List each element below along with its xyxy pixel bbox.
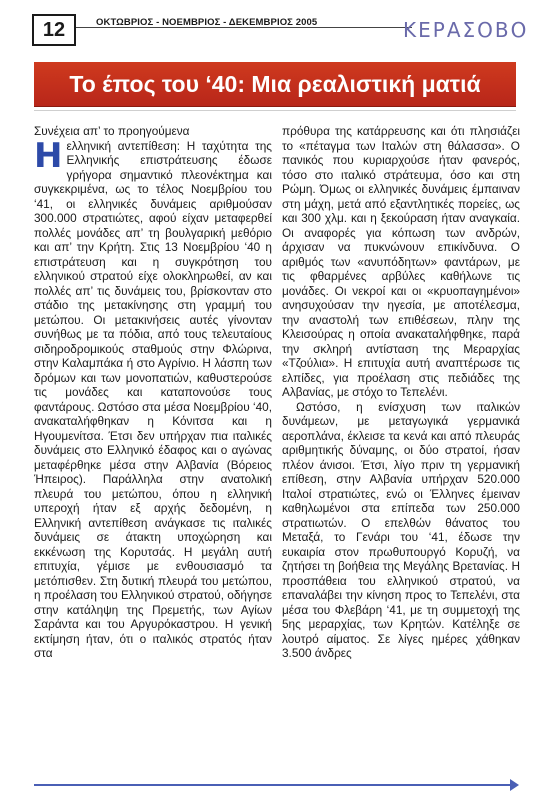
article-column-right bbox=[282, 124, 520, 661]
page-header bbox=[0, 0, 544, 48]
bottom-rule bbox=[34, 784, 512, 786]
article-paragraph: Ωστόσο, η ενίσχυση των ιταλικών δυνάμεων, με μεταγωγικά γερμανικά αεροπλάνα, έκλεισε τα κενά και από πλευράς αριθμητικής δύναμης, οι δύο στρατοί, ήσαν πλέον άνισοι. Έτσι, λίγο πριν τη γερμανική επίθεση, στην Αλβανία υπήρχαν 520.000 Ιταλοί στρατιώτες, ενώ οι Έλληνες έμειναν καθηλωμένοι στα επίπεδα των 250.000 στρατιωτών. Ο επελθών θάνατος του Μεταξά, το Γενάρι του ‘41, έδωσε την ευκαιρία στον πρωθυπουργό Κορυζή, να ζητήσει τη βοήθεια της Μεγάλης Βρετανίας. Η προσπάθεια του ελληνικού στρατού, να επαναλάβει την κίνηση προς το Τεπελένι, στα μέσα του Φλεβάρη ‘41, με τη συμμετοχή της 5ης μεραρχίας, των Κρητών. Κατέληξε σε λουτρό αίματος. Σε λίγες ημέρες χάθηκαν 3.500 άνδρες bbox=[282, 399, 520, 660]
article-title: Το έπος του ‘40: Μια ρεαλιστική ματιά bbox=[69, 70, 481, 97]
article-column-left bbox=[34, 124, 272, 661]
page-number: 12 bbox=[32, 14, 76, 46]
issue-date: ΟΚΤΩΒΡΙΟΣ - ΝΟΕΜΒΡΙΟΣ - ΔΕΚΕΜΒΡΙΟΣ 2005 bbox=[96, 17, 318, 28]
title-underline bbox=[34, 110, 516, 111]
title-banner bbox=[34, 62, 516, 106]
magazine-name: ΚΕΡΑΣΟΒΟ bbox=[403, 18, 529, 42]
article-paragraph bbox=[34, 135, 272, 661]
article-paragraph: πρόθυρα της κατάρρευσης και ότι πλησιάζει το «πέταγμα των Ιταλών στη θάλασσα». Ο πανικός που κυριαρχούσε ήταν φανερός, τόσο στο ιταλικό στράτευμα, όσο και στη Ρώμη. Όμως οι ελληνικές δυνάμεις έμπαιναν στη μάχη, μετά από εξαντλητικές πορείες, ως και 300 χλμ. και η ξεκούραση ήταν αναγκαία. Οι αναφορές για κόπωση των ανδρών, άρχισαν να πυκνώνουν επικίνδυνα. Ο αριθμός των «ανυπόδητων» φαντάρων, με τις φθαρμένες αρβύλες καθήλωνε τις μονάδες. Οι νεκροί και οι «κρυοπαγημένοι» ανησυχούσαν την ηγεσία, με αποτέλεσμα, την αναστολή των επιθέσεων, πλην της Κλεισούρας η οποία ανακαταλήφθηκε, παρά την σκληρή αντίσταση της Μεραρχίας «Τζούλια». Η επιτυχία αυτή αναπτέρωσε τις ελπίδες, για προέλαση στις πεδιάδες της Αλβανίας, με στόχο το Τεπελένι. bbox=[282, 124, 520, 399]
article-subtitle: Συνέχεια απ’ το προηγούμενα bbox=[34, 124, 190, 138]
continue-arrow-icon bbox=[510, 779, 519, 791]
drop-cap: Η bbox=[34, 135, 63, 176]
paragraph-text: ελληνική αντεπίθεση: Η ταχύτητα της Ελληνικής επιστράτευσης έδωσε γρήγορα σημαντικό πλεονέκτημα και συγκεκριμένα, ως το τέλος Νοεμβρίου του ‘41, οι ελληνικές δυνάμεις αριθμούσαν 300.000 στρατιώτες, αφού είχαν μεταφερθεί πολλές μονάδες απ’ τη βουλγαρική μεθόριο και απ’ την Κρήτη. Στις 13 Νοεμβρίου ‘40 η επιστράτευση και η συγκρότηση του ελληνικού στρατού είχε ολοκληρωθεί, αν και πολλές απ’ τις δυνάμεις του, βρίσκονταν στο στάδιο της μετακίνησης στη γραμμή του μετώπου. Οι μετακινήσεις αυτές γίνονταν συνήθως με τα πόδια, από τους τελευταίους σιδηροδρομικούς σταθμούς στην Φλώρινα, στην Καλαμπάκα ή στο Αγρίνιο. Η λάσπη των δρόμων και των μονοπατιών, καθυστερούσε τις μονάδες και καταπονούσε τους φαντάρους. Ωστόσο στα μέσα Νοεμβρίου ‘40, ανακαταλήφθηκαν η Κόνιτσα και η Ηγουμενίτσα. Έτσι δεν υπήρχαν πια ιταλικές δυνάμεις στο Ελληνικό έδαφος και ο αγώνας μεταφέρθηκε μέσα στην Αλβανία (Βόρειος Ήπειρος). Παράλληλα στην ανατολική πλευρά του μετώπου, όπου η ελληνική υπεροχή ήταν εξ αρχής δεδομένη, η Ελληνική αντεπίθεση ανάγκασε τις ιταλικές δυνάμεις σε άτακτη υποχώρηση και εκκένωση της Κορυτσάς. Η μεγάλη αυτή επιτυχία, γέμισε με ενθουσιασμό τα μετόπισθεν. Στη δυτική πλευρά του μετώπου, η προέλαση του Ελληνικού στρατού, οδήγησε στην κατάληψη της Πρεμετής, των Αγίων Σαράντα και του Αργυρόκαστρου. Η γενική εκτίμηση ήταν, ότι ο ιταλικός στρατός ήταν στα bbox=[34, 138, 272, 660]
